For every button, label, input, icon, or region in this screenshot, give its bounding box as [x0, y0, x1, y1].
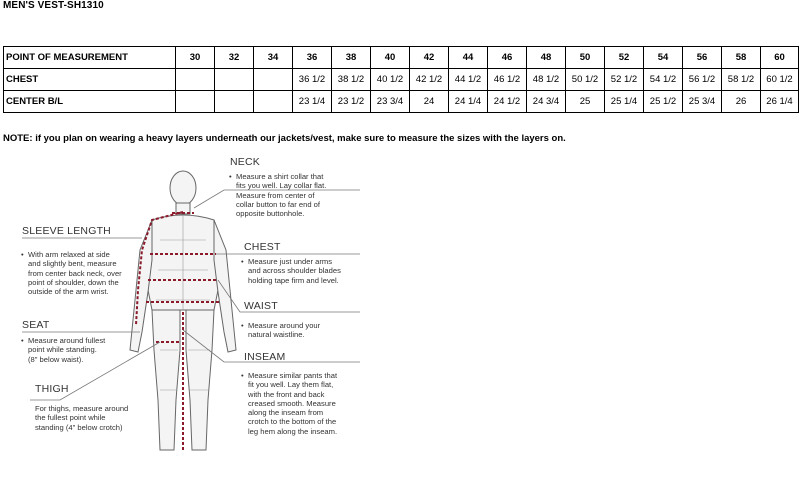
- seat-label: SEAT: [22, 319, 50, 331]
- row-label-cell: CHEST: [4, 69, 176, 91]
- table-cell: [254, 69, 293, 91]
- table-cell: 25 1/4: [605, 91, 644, 113]
- inseam-instructions: • Measure similar pants that fit you well. Lay them flat, with the front and back creased smooth. Measure along the inseam from crotch to the bottom of the leg hem along the inseam.: [241, 371, 338, 436]
- header-cell-size: 52: [605, 47, 644, 69]
- table-cell: [215, 91, 254, 113]
- table-cell: 26 1/4: [761, 91, 799, 113]
- table-cell: 24: [410, 91, 449, 113]
- measurement-guide: [0, 150, 800, 479]
- neck-label: NECK: [230, 156, 260, 168]
- table-cell: 42 1/2: [410, 69, 449, 91]
- table-cell: [176, 91, 215, 113]
- header-cell-size: 48: [527, 47, 566, 69]
- header-cell-size: 50: [566, 47, 605, 69]
- table-cell: 58 1/2: [722, 69, 761, 91]
- table-cell: 44 1/2: [449, 69, 488, 91]
- table-cell: 46 1/2: [488, 69, 527, 91]
- table-cell: 25 1/2: [644, 91, 683, 113]
- table-cell: [215, 69, 254, 91]
- table-cell: 25: [566, 91, 605, 113]
- table-row: [4, 91, 799, 113]
- table-cell: 52 1/2: [605, 69, 644, 91]
- header-cell-point-of-measurement: POINT OF MEASUREMENT: [4, 47, 176, 69]
- header-cell-size: 38: [332, 47, 371, 69]
- header-cell-size: 54: [644, 47, 683, 69]
- chest-instructions: • Measure just under arms and across shoulder blades holding tape firm and level.: [241, 257, 341, 285]
- header-cell-size: 58: [722, 47, 761, 69]
- sleeve-length-label: SLEEVE LENGTH: [22, 225, 111, 237]
- waist-instructions: • Measure around your natural waistline.: [241, 321, 321, 340]
- table-cell: 26: [722, 91, 761, 113]
- header-cell-size: 34: [254, 47, 293, 69]
- seat-instructions: • Measure around fullest point while standing. (8" below waist).: [21, 336, 106, 364]
- layering-note: NOTE: if you plan on wearing a heavy layers underneath our jackets/vest, make sure to measure the sizes with the layers on.: [3, 133, 566, 144]
- sleeve-length-instructions: • With arm relaxed at side and slightly bent, measure from center back neck, over point of shoulder, down the outside of the arm wrist.: [21, 250, 122, 297]
- chest-label: CHEST: [244, 241, 281, 253]
- table-cell: 23 1/2: [332, 91, 371, 113]
- table-row: [4, 69, 799, 91]
- header-cell-size: 30: [176, 47, 215, 69]
- document-title: MEN'S VEST-SH1310: [3, 0, 104, 11]
- header-cell-size: 46: [488, 47, 527, 69]
- table-cell: 24 3/4: [527, 91, 566, 113]
- table-cell: 36 1/2: [293, 69, 332, 91]
- header-cell-size: 42: [410, 47, 449, 69]
- table-cell: 24 1/4: [449, 91, 488, 113]
- header-cell-size: 36: [293, 47, 332, 69]
- table-cell: 60 1/2: [761, 69, 799, 91]
- neck-instructions: • Measure a shirt collar that fits you well. Lay collar flat. Measure from center of collar button to far end of opposite buttonhole.: [229, 172, 327, 219]
- table-cell: 23 3/4: [371, 91, 410, 113]
- table-cell: [254, 91, 293, 113]
- table-cell: 56 1/2: [683, 69, 722, 91]
- row-label-cell: CENTER B/L: [4, 91, 176, 113]
- inseam-label: INSEAM: [244, 351, 286, 363]
- table-cell: 25 3/4: [683, 91, 722, 113]
- size-chart-table: [3, 46, 799, 113]
- header-cell-size: 44: [449, 47, 488, 69]
- header-cell-size: 32: [215, 47, 254, 69]
- table-cell: [176, 69, 215, 91]
- table-cell: 40 1/2: [371, 69, 410, 91]
- table-cell: 24 1/2: [488, 91, 527, 113]
- header-cell-size: 60: [761, 47, 799, 69]
- waist-label: WAIST: [244, 300, 278, 312]
- thigh-label: THIGH: [35, 383, 69, 395]
- header-cell-size: 56: [683, 47, 722, 69]
- header-cell-size: 40: [371, 47, 410, 69]
- table-cell: 38 1/2: [332, 69, 371, 91]
- table-header-row: [4, 47, 799, 69]
- table-cell: 54 1/2: [644, 69, 683, 91]
- thigh-instructions: For thighs, measure around the fullest point while standing (4" below crotch): [35, 404, 129, 432]
- table-cell: 23 1/4: [293, 91, 332, 113]
- table-cell: 48 1/2: [527, 69, 566, 91]
- table-cell: 50 1/2: [566, 69, 605, 91]
